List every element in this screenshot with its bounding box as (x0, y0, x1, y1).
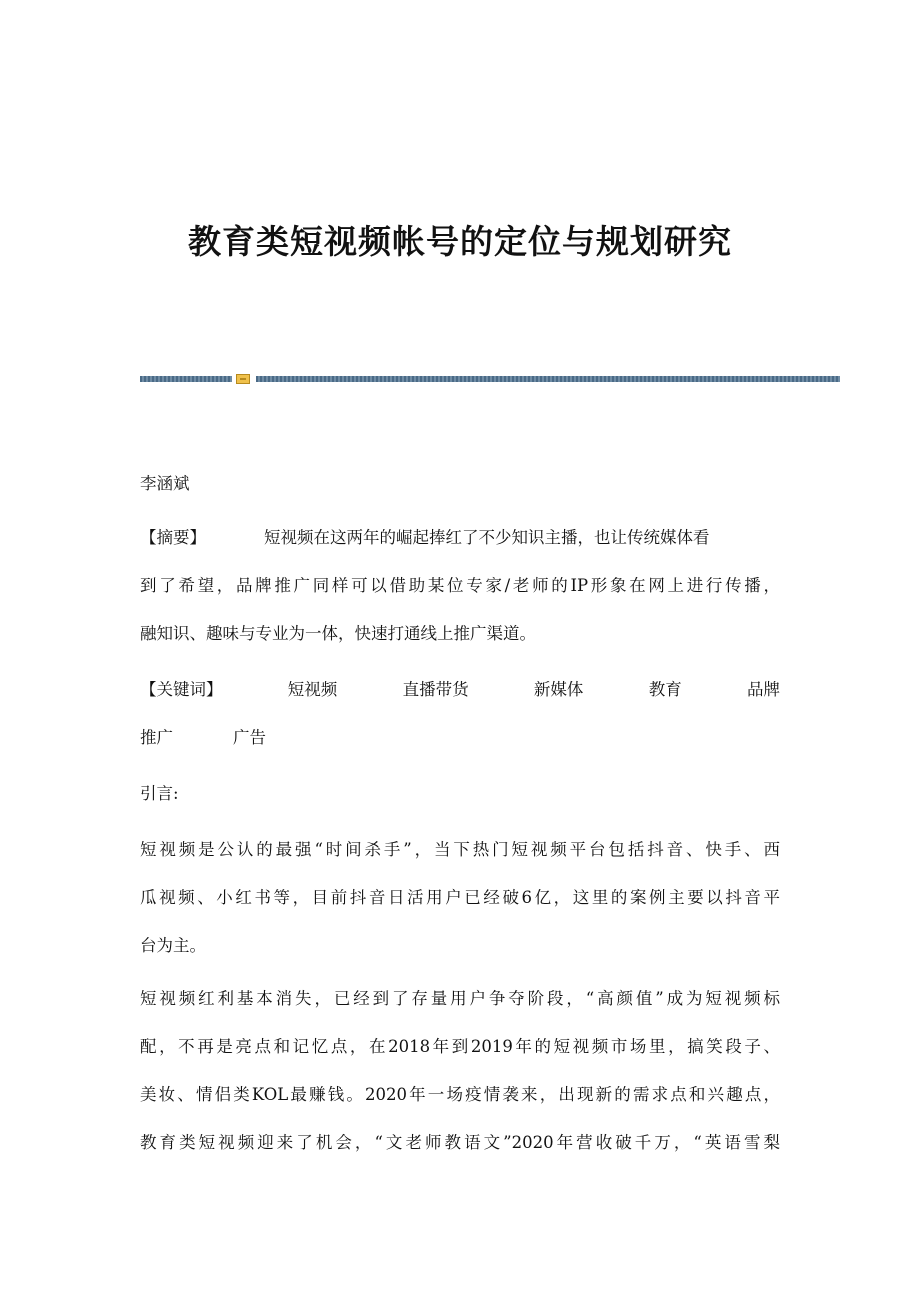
paragraph-2-line: 美妆、情侣类KOL最赚钱。2020年一场疫情袭来，出现新的需求点和兴趣点， (140, 1085, 780, 1104)
keyword-item: 广告 (233, 728, 266, 747)
keyword-item: 直播带货 (402, 680, 469, 699)
keywords-section (140, 666, 780, 762)
paragraph-2-line: 教育类短视频迎来了机会，“文老师教语文”2020年营收破千万，“英语雪梨 (140, 1133, 780, 1152)
divider-bar-right (256, 376, 840, 382)
keyword-item: 品牌 (746, 680, 780, 699)
document-title: 教育类短视频帐号的定位与规划研究 (188, 222, 732, 261)
paragraph-2-line: 配，不再是亮点和记忆点，在2018年到2019年的短视频市场里，搞笑段子、 (140, 1037, 780, 1056)
paragraph-2 (140, 975, 780, 1167)
keywords-row-1 (140, 666, 780, 714)
paragraph-1-line: 台为主。 (140, 936, 206, 955)
keywords-label: 【关键词】 (140, 680, 223, 699)
paragraph-1-line: 短视频是公认的最强“时间杀手”，当下热门短视频平台包括抖音、快手、西 (140, 840, 780, 859)
author-name: 李涵斌 (140, 474, 190, 493)
divider-ornament-icon (236, 374, 250, 384)
keyword-item: 推广 (140, 728, 173, 747)
keyword-item: 新媒体 (533, 680, 584, 699)
title-divider (140, 374, 840, 384)
abstract-label: 【摘要】 (140, 528, 206, 547)
paragraph-1-line: 瓜视频、小红书等，目前抖音日活用户已经破6亿，这里的案例主要以抖音平 (140, 888, 780, 907)
keywords-row-2 (140, 714, 780, 762)
abstract-line-3: 融知识、趣味与专业为一体，快速打通线上推广渠道。 (140, 624, 536, 643)
abstract-section (140, 514, 780, 658)
keyword-item: 教育 (648, 680, 682, 699)
divider-bar-left (140, 376, 232, 382)
intro-heading: 引言: (140, 784, 179, 803)
paragraph-2-line: 短视频红利基本消失，已经到了存量用户争夺阶段，“高颜值”成为短视频标 (140, 989, 780, 1008)
abstract-text: 短视频在这两年的崛起捧红了不少知识主播，也让传统媒体看 (264, 528, 710, 547)
keyword-item: 短视频 (287, 680, 338, 699)
abstract-line-2: 到了希望，品牌推广同样可以借助某位专家/老师的IP形象在网上进行传播， (140, 576, 780, 595)
abstract-line-1 (140, 514, 780, 562)
paragraph-1 (140, 826, 780, 970)
